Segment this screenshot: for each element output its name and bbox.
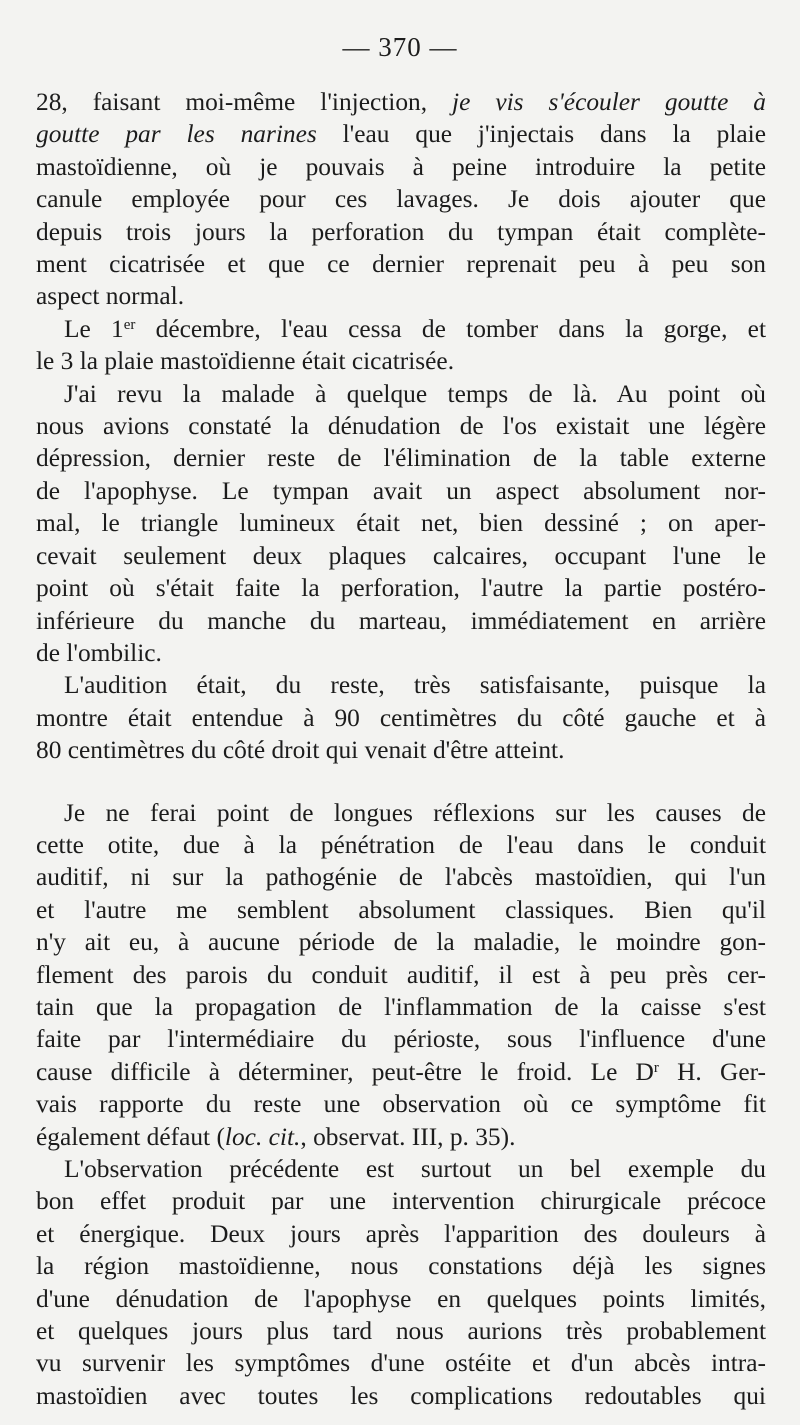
text-segment: montre était entendue à 90 centimètres du côté gauche et à xyxy=(36,703,766,732)
text-segment: et l'autre me semblent absolument classiques. Bien qu'il xyxy=(36,895,766,924)
text-line xyxy=(36,345,766,377)
text-segment: inférieure du manche du marteau, immédiatement en arrière xyxy=(36,606,766,635)
text-segment: la région mastoïdienne, nous constations déjà les signes xyxy=(36,1252,766,1281)
text-segment: cette otite, due à la pénétration de l'eau dans le conduit xyxy=(36,830,766,859)
text-line xyxy=(36,410,766,442)
text-segment: et énergique. Deux jours après l'apparition des douleurs à xyxy=(36,1219,766,1248)
text-line xyxy=(36,183,766,215)
text-line xyxy=(36,1250,766,1282)
text-segment: 28, faisant moi-même l'injection, xyxy=(36,88,453,116)
text-segment: H. Ger- xyxy=(658,1057,766,1086)
text-line xyxy=(36,829,766,861)
text-line xyxy=(36,378,766,410)
text-segment: mastoïdien avec toutes les complications redoutables qui xyxy=(36,1381,766,1410)
text-segment: er xyxy=(123,316,136,333)
text-segment: L'audition était, du reste, très satisfaisante, puisque la xyxy=(64,671,766,700)
paragraph xyxy=(36,1153,766,1412)
text-segment: flement des parois du conduit auditif, il est à peu près cer- xyxy=(36,960,766,989)
text-segment: J'ai revu la malade à quelque temps de là. Au point où xyxy=(64,379,766,408)
text-segment: ment cicatrisée et que ce dernier reprenait peu à peu son xyxy=(36,250,766,279)
text-segment: vu survenir les symptômes d'une ostéite et d'un abcès intra- xyxy=(36,1349,766,1378)
text-segment: loc. cit. xyxy=(224,1122,301,1151)
text-segment: canule employée pour ces lavages. Je dois ajouter que xyxy=(36,185,766,214)
text-segment: dépression, dernier reste de l'élimination de la table externe xyxy=(36,444,766,473)
text-segment: de l'apophyse. Le tympan avait un aspect absolument nor- xyxy=(36,476,766,505)
text-segment: mal, le triangle lumineux était net, bien dessiné ; on aper- xyxy=(36,509,766,538)
text-segment: d'une dénudation de l'apophyse en quelques points limités, xyxy=(36,1284,766,1313)
text-line xyxy=(36,1185,766,1217)
text-line xyxy=(36,118,766,150)
text-segment: vais rapporte du reste une observation où ce symptôme fit xyxy=(36,1090,766,1119)
text-segment: depuis trois jours la perforation du tympan était complète- xyxy=(36,217,766,246)
text-segment: cause difficile à déterminer, peut-être le froid. Le D xyxy=(36,1057,654,1086)
text-segment: auditif, ni sur la pathogénie de l'abcès mastoïdien, qui l'un xyxy=(36,863,766,892)
text-segment: et quelques jours plus tard nous aurions très probablement xyxy=(36,1317,766,1346)
text-line xyxy=(36,475,766,507)
text-segment: bon effet produit par une intervention chirurgicale précoce xyxy=(36,1187,766,1216)
text-segment: Je ne ferai point de longues réflexions sur les causes de xyxy=(64,798,766,827)
text-line xyxy=(36,216,766,248)
text-segment: tain que la propagation de l'inflammation de la caisse s'est xyxy=(36,992,766,1021)
page-number: — 370 — xyxy=(342,32,458,62)
paragraph xyxy=(36,86,766,313)
text-line xyxy=(36,991,766,1023)
text-line xyxy=(36,1023,766,1055)
text-segment: je vis s'écouler goutte à xyxy=(452,88,766,116)
text-segment: décembre, l'eau cessa de tomber dans la gorge, et xyxy=(135,314,767,343)
text-line xyxy=(36,734,766,766)
text-line xyxy=(36,637,766,669)
text-segment: mastoïdienne, où je pouvais à peine introduire la petite xyxy=(36,152,766,181)
text-segment: aspect normal. xyxy=(36,282,185,311)
paragraph xyxy=(36,313,766,378)
text-segment: n'y ait eu, à aucune période de la maladie, le moindre gon- xyxy=(36,928,766,957)
text-segment: r xyxy=(653,1059,659,1076)
text-segment: point où s'était faite la perforation, l'autre la partie postéro- xyxy=(36,574,766,603)
text-line xyxy=(36,280,766,312)
body-text xyxy=(36,86,766,1412)
text-line xyxy=(36,1218,766,1250)
text-line xyxy=(36,151,766,183)
text-segment: nous avions constaté la dénudation de l'os existait une légère xyxy=(36,412,766,441)
text-segment: Le 1 xyxy=(64,314,124,343)
text-segment: également défaut ( xyxy=(36,1122,225,1151)
text-segment: , observat. III, p. 35). xyxy=(300,1122,516,1151)
text-line xyxy=(36,248,766,280)
text-line xyxy=(36,572,766,604)
paragraph xyxy=(36,378,766,670)
paragraph xyxy=(36,669,766,766)
text-line xyxy=(36,507,766,539)
text-line xyxy=(36,959,766,991)
text-line xyxy=(36,1380,766,1412)
text-line xyxy=(36,86,766,118)
text-line xyxy=(36,926,766,958)
text-line xyxy=(36,1153,766,1185)
text-segment: l'eau que j'injectais dans la plaie xyxy=(316,120,766,149)
text-line xyxy=(36,605,766,637)
text-line xyxy=(36,861,766,893)
text-line xyxy=(36,797,766,829)
text-line xyxy=(36,1121,766,1153)
text-line xyxy=(36,1088,766,1120)
text-line xyxy=(36,1315,766,1347)
text-segment: L'observation précédente est surtout un bel exemple du xyxy=(64,1155,766,1183)
text-segment: goutte par les narines xyxy=(36,120,317,149)
text-segment: de l'ombilic. xyxy=(36,638,162,667)
text-segment: le 3 la plaie mastoïdienne était cicatrisée. xyxy=(36,347,455,376)
text-line xyxy=(36,1347,766,1379)
text-segment: 80 centimètres du côté droit qui venait d'être atteint. xyxy=(36,736,565,765)
text-line xyxy=(36,442,766,474)
text-segment: cevait seulement deux plaques calcaires, occupant l'une le xyxy=(36,541,766,570)
paragraph-gap xyxy=(36,767,766,797)
text-line xyxy=(36,702,766,734)
text-line xyxy=(36,894,766,926)
text-line xyxy=(36,1056,766,1088)
text-line xyxy=(36,313,766,345)
text-line xyxy=(36,669,766,701)
text-line xyxy=(36,1283,766,1315)
text-segment: faite par l'intermédiaire du périoste, sous l'influence d'une xyxy=(36,1025,766,1054)
paragraph xyxy=(36,797,766,1153)
text-line xyxy=(36,540,766,572)
